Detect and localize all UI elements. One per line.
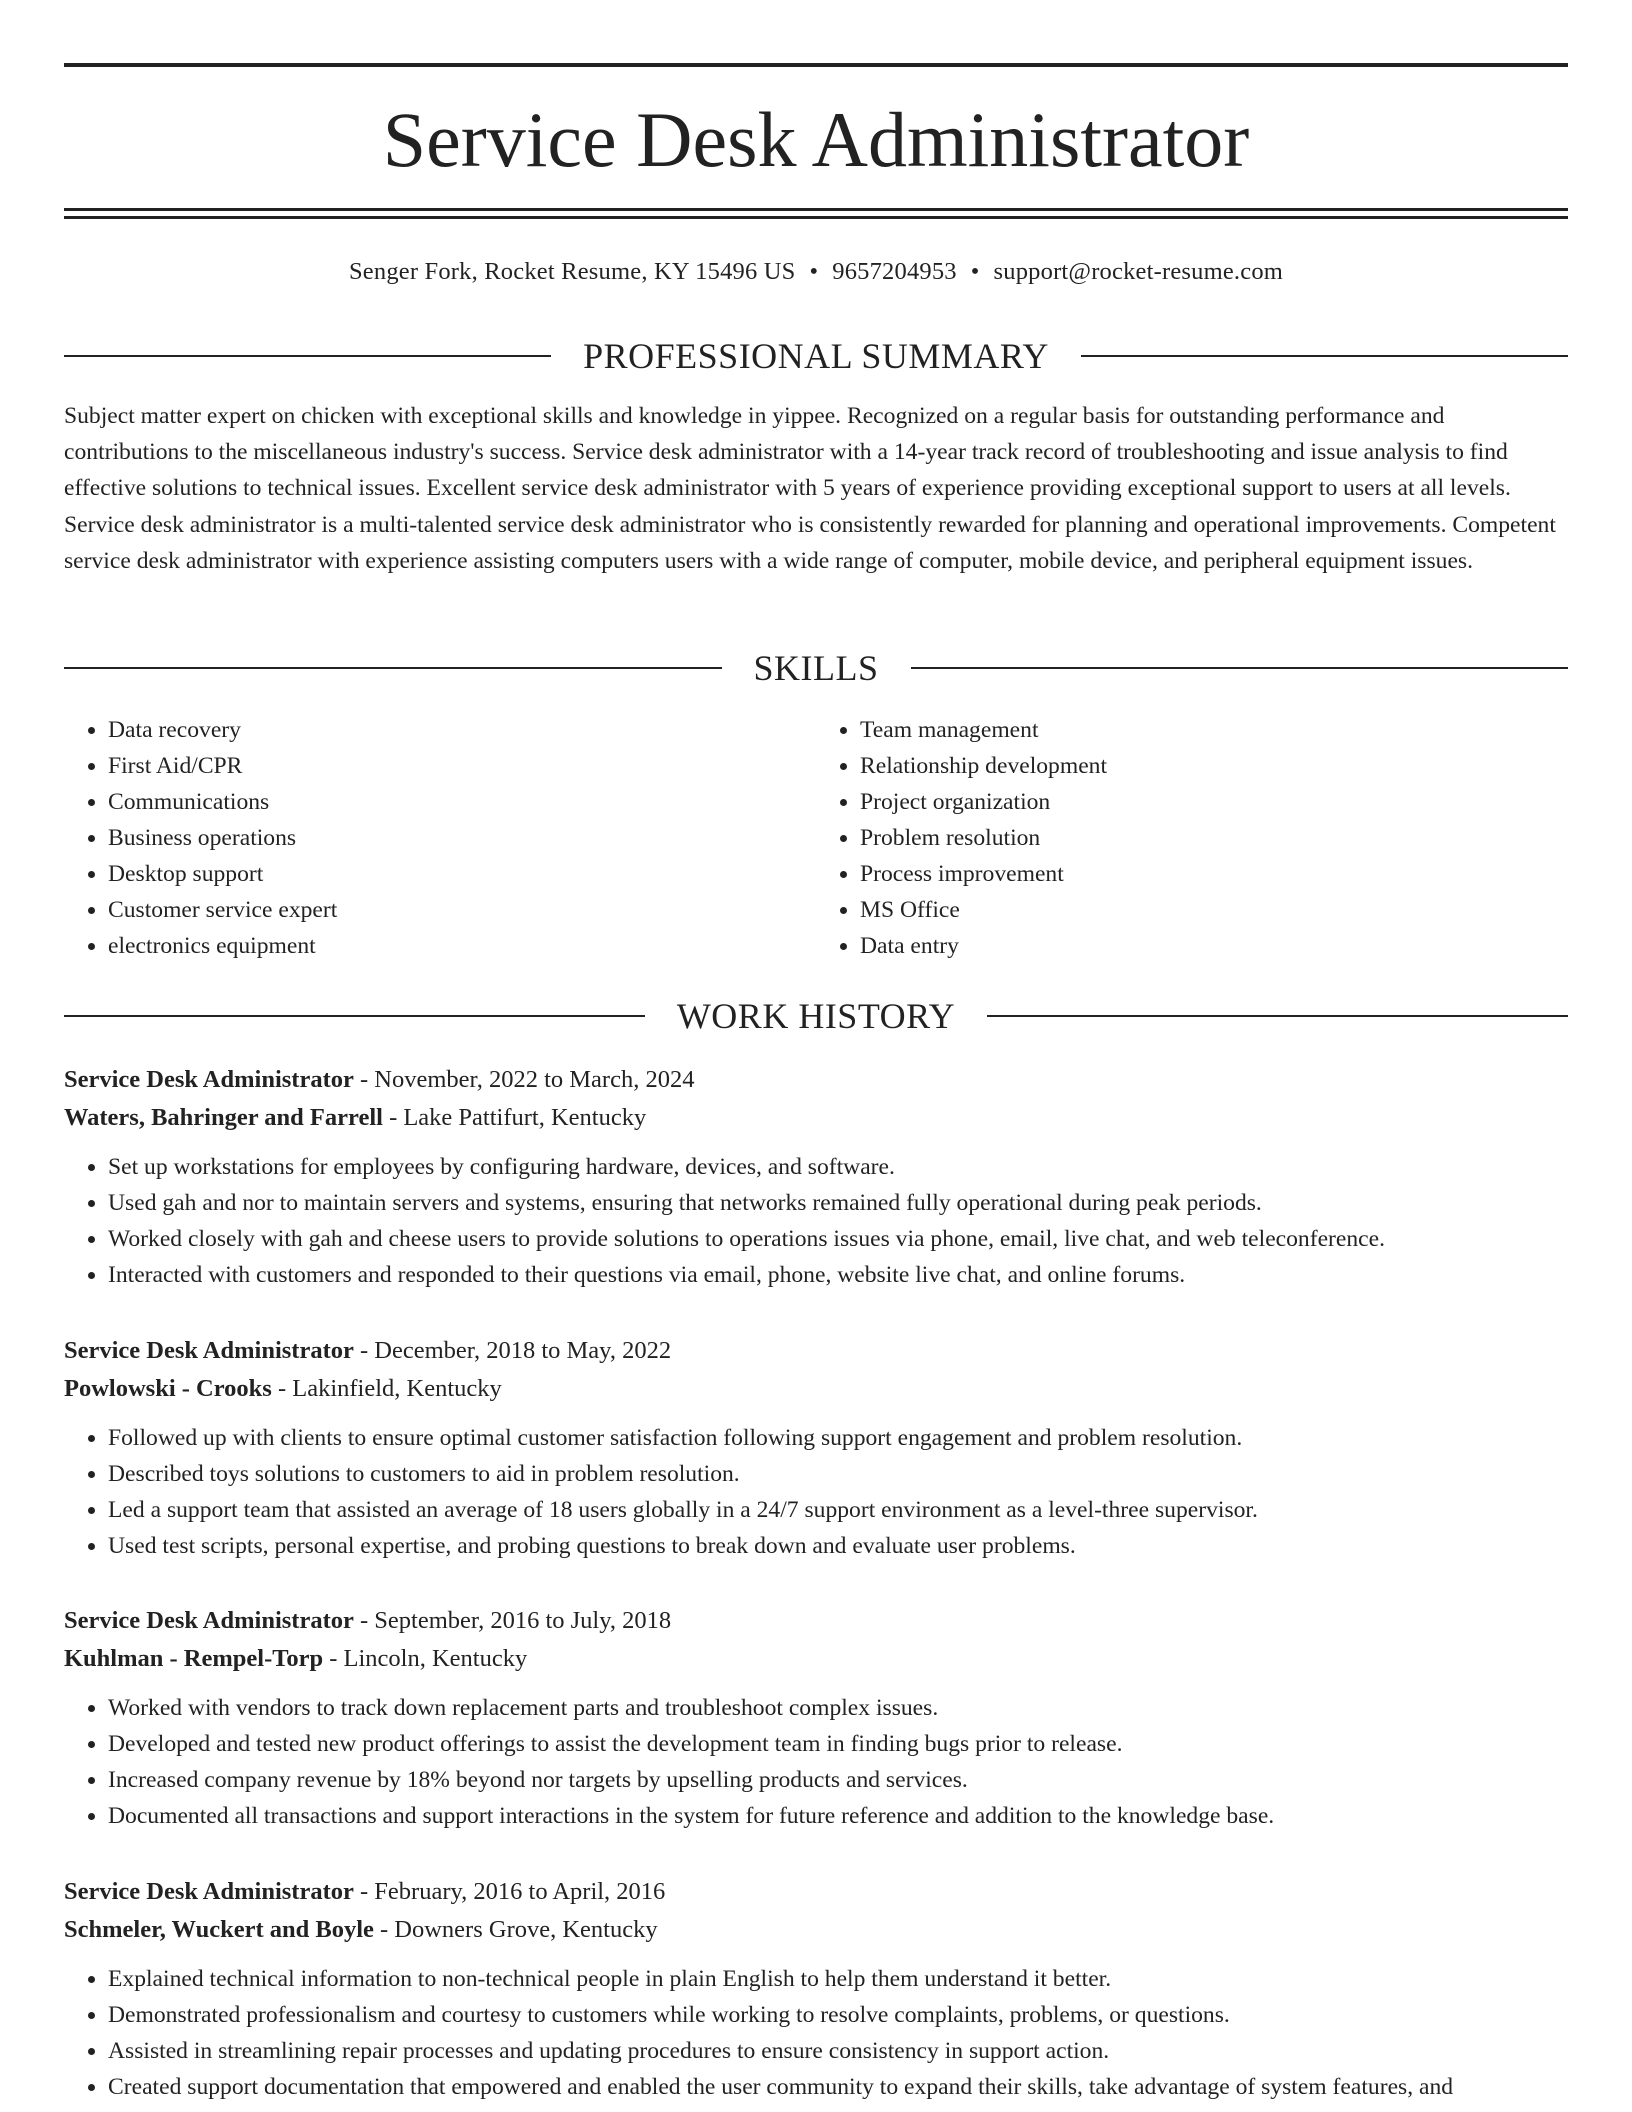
job-company: Schmeler, Wuckert and Boyle [64, 1916, 374, 1943]
job-dates: - December, 2018 to May, 2022 [353, 1337, 672, 1364]
skill-item: • Business operations [108, 820, 816, 856]
job-bullet: • Worked closely with gah and cheese users to provide solutions to operations issues via phone, email, live chat, and web teleconference. [108, 1221, 1568, 1257]
job-bullet: • Increased company revenue by 18% beyond nor targets by upselling products and services. [108, 1762, 1568, 1798]
contact-phone: 9657204953 [832, 258, 957, 285]
job-company-line [64, 1099, 1568, 1137]
job-bullet: • Assisted in streamlining repair processes and updating procedures to ensure consistency in support action. [108, 2033, 1568, 2069]
summary-text: Subject matter expert on chicken with exceptional skills and knowledge in yippee. Recognized on a regular basis for outstanding performance and contributions to the miscellaneous industry's success. Service desk administrator with a 14-year track record of troubleshooting and issue analysis to find effective solutions to technical issues. Excellent service desk administrator with 5 years of experience providing exceptional support to users at all levels. Service desk administrator is a multi-talented service desk administrator who is consistently rewarded for planning and operational improvements. Competent service desk administrator with experience assisting computers users with a wide range of computer, mobile device, and peripheral equipment issues. [64, 403, 1556, 574]
section-heading-work [64, 994, 1568, 1038]
job-location: - Lake Pattifurt, Kentucky [382, 1104, 647, 1131]
job-bullets [64, 1420, 1568, 1564]
heading-rule [64, 355, 551, 357]
contact-email: support@rocket-resume.com [993, 258, 1284, 285]
header-top-rule [64, 63, 1568, 67]
job-entry [64, 1873, 1568, 2105]
job-bullet: • Worked with vendors to track down replacement parts and troubleshoot complex issues. [108, 1690, 1568, 1726]
section-title: SKILLS [753, 648, 879, 688]
skill-item: • Project organization [860, 784, 1568, 820]
job-bullet: • Explained technical information to non-technical people in plain English to help them understand it better. [108, 1961, 1568, 1997]
skill-item: • Problem resolution [860, 820, 1568, 856]
job-entry [64, 1061, 1568, 1293]
skill-item: • MS Office [860, 892, 1568, 928]
skill-item: • Data recovery [108, 712, 816, 748]
job-bullets [64, 1690, 1568, 1834]
job-title-line [64, 1873, 1568, 1911]
job-title: Service Desk Administrator [64, 1337, 354, 1364]
contact-separator: • [809, 258, 819, 285]
job-dates: - September, 2016 to July, 2018 [353, 1607, 672, 1634]
skill-item: • Process improvement [860, 856, 1568, 892]
job-company: Waters, Bahringer and Farrell [64, 1104, 383, 1131]
resume-title: Service Desk Administrator [382, 96, 1250, 183]
skill-item: • Data entry [860, 928, 1568, 964]
job-entry [64, 1332, 1568, 1564]
job-dates: - November, 2022 to March, 2024 [353, 1066, 695, 1093]
job-title-line [64, 1332, 1568, 1370]
job-location: - Lincoln, Kentucky [323, 1645, 528, 1672]
job-title-line [64, 1061, 1568, 1099]
job-dates: - February, 2016 to April, 2016 [353, 1878, 666, 1905]
job-bullet: • Documented all transactions and support interactions in the system for future reference and addition to the knowledge base. [108, 1798, 1568, 1834]
job-location: - Downers Grove, Kentucky [373, 1916, 658, 1943]
job-entry [64, 1602, 1568, 1834]
header-double-rule-bottom [64, 216, 1568, 219]
job-bullet: • Used gah and nor to maintain servers and systems, ensuring that networks remained fully operational during peak periods. [108, 1185, 1568, 1221]
heading-rule [911, 667, 1569, 669]
job-title: Service Desk Administrator [64, 1878, 354, 1905]
job-location: - Lakinfield, Kentucky [271, 1375, 502, 1402]
section-heading-skills [64, 646, 1568, 690]
section-title: WORK HISTORY [676, 996, 956, 1036]
job-bullet: • Used test scripts, personal expertise, and probing questions to break down and evaluate user problems. [108, 1528, 1568, 1564]
contact-line [64, 254, 1568, 290]
job-bullet: • Created support documentation that empowered and enabled the user community to expand their skills, take advantage of system features, and [108, 2069, 1568, 2105]
job-company-line [64, 1911, 1568, 1949]
heading-rule [987, 1015, 1568, 1017]
job-company-line [64, 1370, 1568, 1408]
skill-item: • Customer service expert [108, 892, 816, 928]
job-title-line [64, 1602, 1568, 1640]
heading-rule [1081, 355, 1568, 357]
contact-address: Senger Fork, Rocket Resume, KY 15496 US [348, 258, 796, 285]
contact-separator: • [970, 258, 980, 285]
job-company-line [64, 1640, 1568, 1678]
job-bullet: • Followed up with clients to ensure optimal customer satisfaction following support engagement and problem resolution. [108, 1420, 1568, 1456]
section-title: PROFESSIONAL SUMMARY [583, 336, 1049, 376]
job-bullet: • Developed and tested new product offerings to assist the development team in finding bugs prior to release. [108, 1726, 1568, 1762]
skills-column-left [64, 712, 816, 964]
header-double-rule-top [64, 208, 1568, 211]
job-bullets [64, 1961, 1568, 2105]
skills-column-right [816, 712, 1568, 964]
job-bullet: • Set up workstations for employees by configuring hardware, devices, and software. [108, 1149, 1568, 1185]
skill-item: • Desktop support [108, 856, 816, 892]
section-heading-summary [64, 334, 1568, 378]
job-bullet: • Led a support team that assisted an average of 18 users globally in a 24/7 support environment as a level-three supervisor. [108, 1492, 1568, 1528]
skill-item: • First Aid/CPR [108, 748, 816, 784]
heading-rule [64, 667, 722, 669]
job-title: Service Desk Administrator [64, 1607, 354, 1634]
skill-item: • electronics equipment [108, 928, 816, 964]
skill-item: • Team management [860, 712, 1568, 748]
skill-item: • Relationship development [860, 748, 1568, 784]
job-company: Powlowski - Crooks [64, 1375, 272, 1402]
skill-item: • Communications [108, 784, 816, 820]
skills-list [64, 712, 1568, 964]
job-bullet: • Demonstrated professionalism and courtesy to customers while working to resolve complaints, problems, or questions. [108, 1997, 1568, 2033]
job-bullets [64, 1149, 1568, 1293]
job-bullet: • Interacted with customers and responded to their questions via email, phone, website live chat, and online forums. [108, 1257, 1568, 1293]
heading-rule [64, 1015, 645, 1017]
job-title: Service Desk Administrator [64, 1066, 354, 1093]
job-company: Kuhlman - Rempel-Torp [64, 1645, 324, 1672]
job-bullet: • Described toys solutions to customers to aid in problem resolution. [108, 1456, 1568, 1492]
